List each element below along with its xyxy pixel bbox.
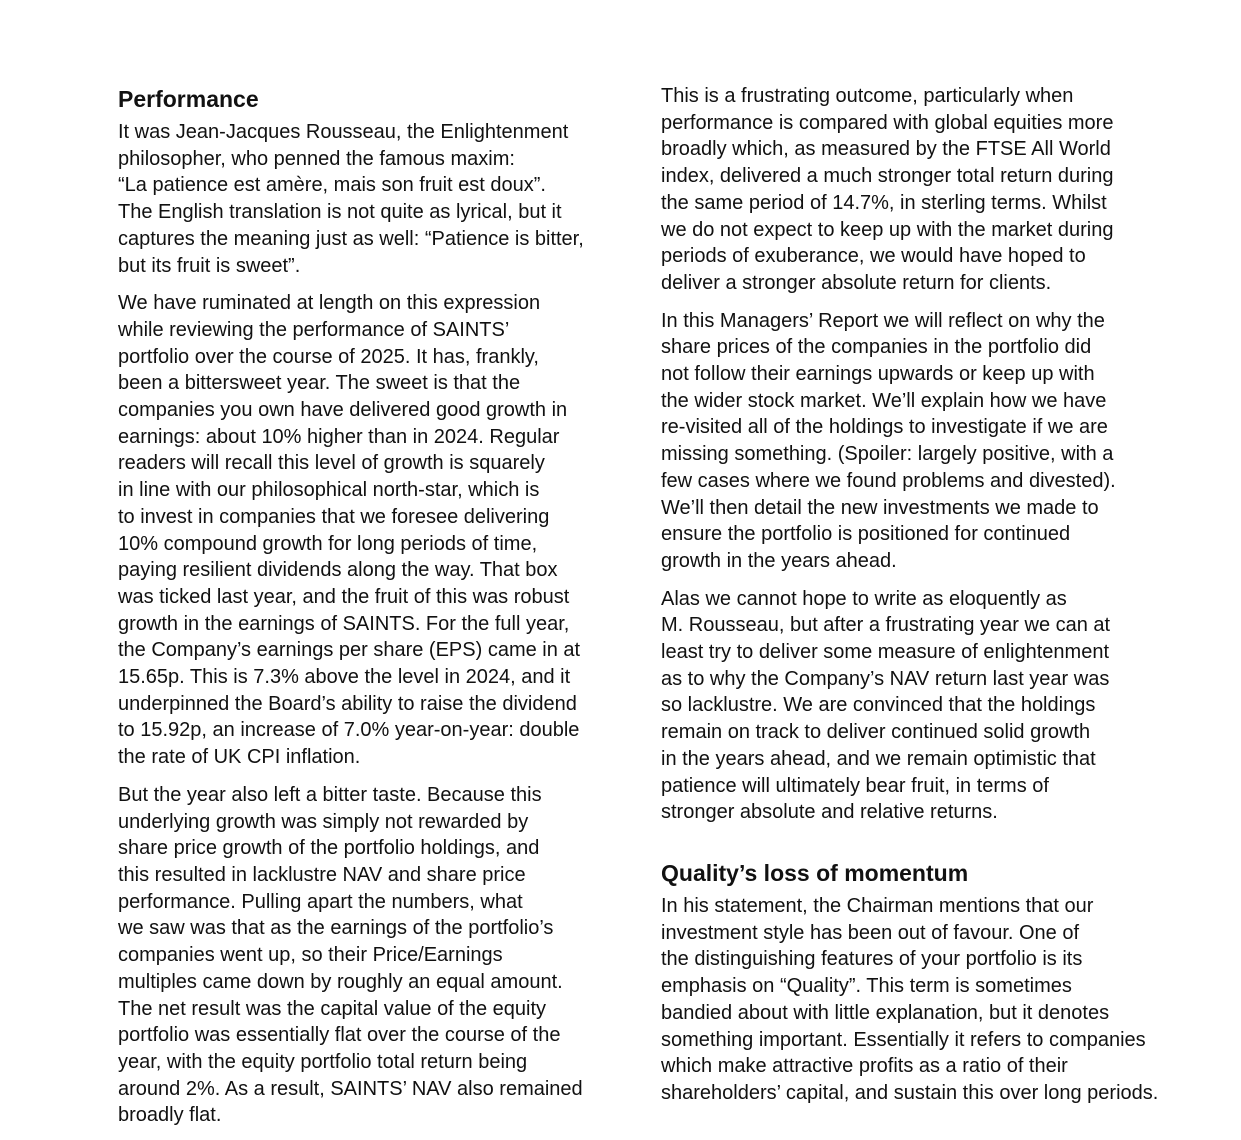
- section-heading-quality: Quality’s loss of momentum: [661, 859, 969, 886]
- paragraph: This is a frustrating outcome, particularly when performance is compared with global equities more broadly which, as measured by the FTSE All World index, delivered a much stronger total return during the same period of 14.7%, in sterling terms. Whilst we do not expect to keep up with the market during periods of exuberance, we would have hoped to deliver a stronger absolute return for clients.: [661, 85, 1114, 294]
- paragraph: But the year also left a bitter taste. Because this underlying growth was simply not rewarded by share price growth of the portfolio holdings, and this resulted in lacklustre NAV and share price performance. Pulling apart the numbers, what we saw was that as the earnings of the portfolio’s companies went up, so their Price/Earnings multiples came down by roughly an equal amount. The net result was the capital value of the equity portfolio was essentially flat over the course of the year, with the equity portfolio total return being around 2%. As a result, SAINTS’ NAV also remained broadly flat.: [118, 783, 583, 1127]
- paragraph: We have ruminated at length on this expression while reviewing the performance of SAINTS’ portfolio over the course of 2025. It has, frankly, been a bittersweet year. The sweet is that the companies you own have delivered good growth in earnings: about 10% higher than in 2024. Regular readers will recall this level of growth is squarely in line with our philosophical north-star, which is to invest in companies that we foresee delivering 10% compound growth for long periods of time, paying resilient dividends along the way. That box was ticked last year, and the fruit of this was robust growth in the earnings of SAINTS. For the full year, the Company’s earnings per share (EPS) came in at 15.65p. This is 7.3% above the level in 2024, and it underpinned the Board’s ability to raise the dividend to 15.92p, an increase of 7.0% year-on-year: double the rate of UK CPI inflation.: [118, 292, 581, 769]
- paragraph: In this Managers’ Report we will reflect on why the share prices of the companies in the portfolio did not follow their earnings upwards or keep up with the wider stock market. We’ll explain how we have re-visited all of the holdings to investigate if we are missing something. (Spoiler: largely positive, with a few cases where we found problems and divested). We’ll then detail the new investments we made to ensure the portfolio is positioned for continued growth in the years ahead.: [661, 309, 1116, 572]
- section-heading-performance: Performance: [118, 86, 259, 112]
- right-column: [661, 82, 1201, 1118]
- left-column: [118, 82, 643, 1140]
- paragraph: In his statement, the Chairman mentions that our investment style has been out of favour. One of the distinguishing features of your portfolio is its emphasis on “Quality”. This term is sometimes bandied about with little explanation, but it denotes something important. Essentially it refers to companies which make attractive profits as a ratio of their shareholders’ capital, and sustain this over long periods.: [661, 894, 1159, 1104]
- paragraph: Alas we cannot hope to write as eloquently as M. Rousseau, but after a frustrating year we can at least try to deliver some measure of enlightenment as to why the Company’s NAV return last year was so lacklustre. We are convinced that the holdings remain on track to deliver continued solid growth in the years ahead, and we remain optimistic that patience will ultimately bear fruit, in terms of stronger absolute and relative returns.: [661, 587, 1111, 824]
- paragraph: It was Jean-Jacques Rousseau, the Enlightenment philosopher, who penned the famous maxim: “La patience est amère, mais son fruit est doux”. The English translation is not quite as lyrical, but it captures the meaning just as well: “Patience is bitter, but its fruit is sweet”.: [118, 121, 584, 277]
